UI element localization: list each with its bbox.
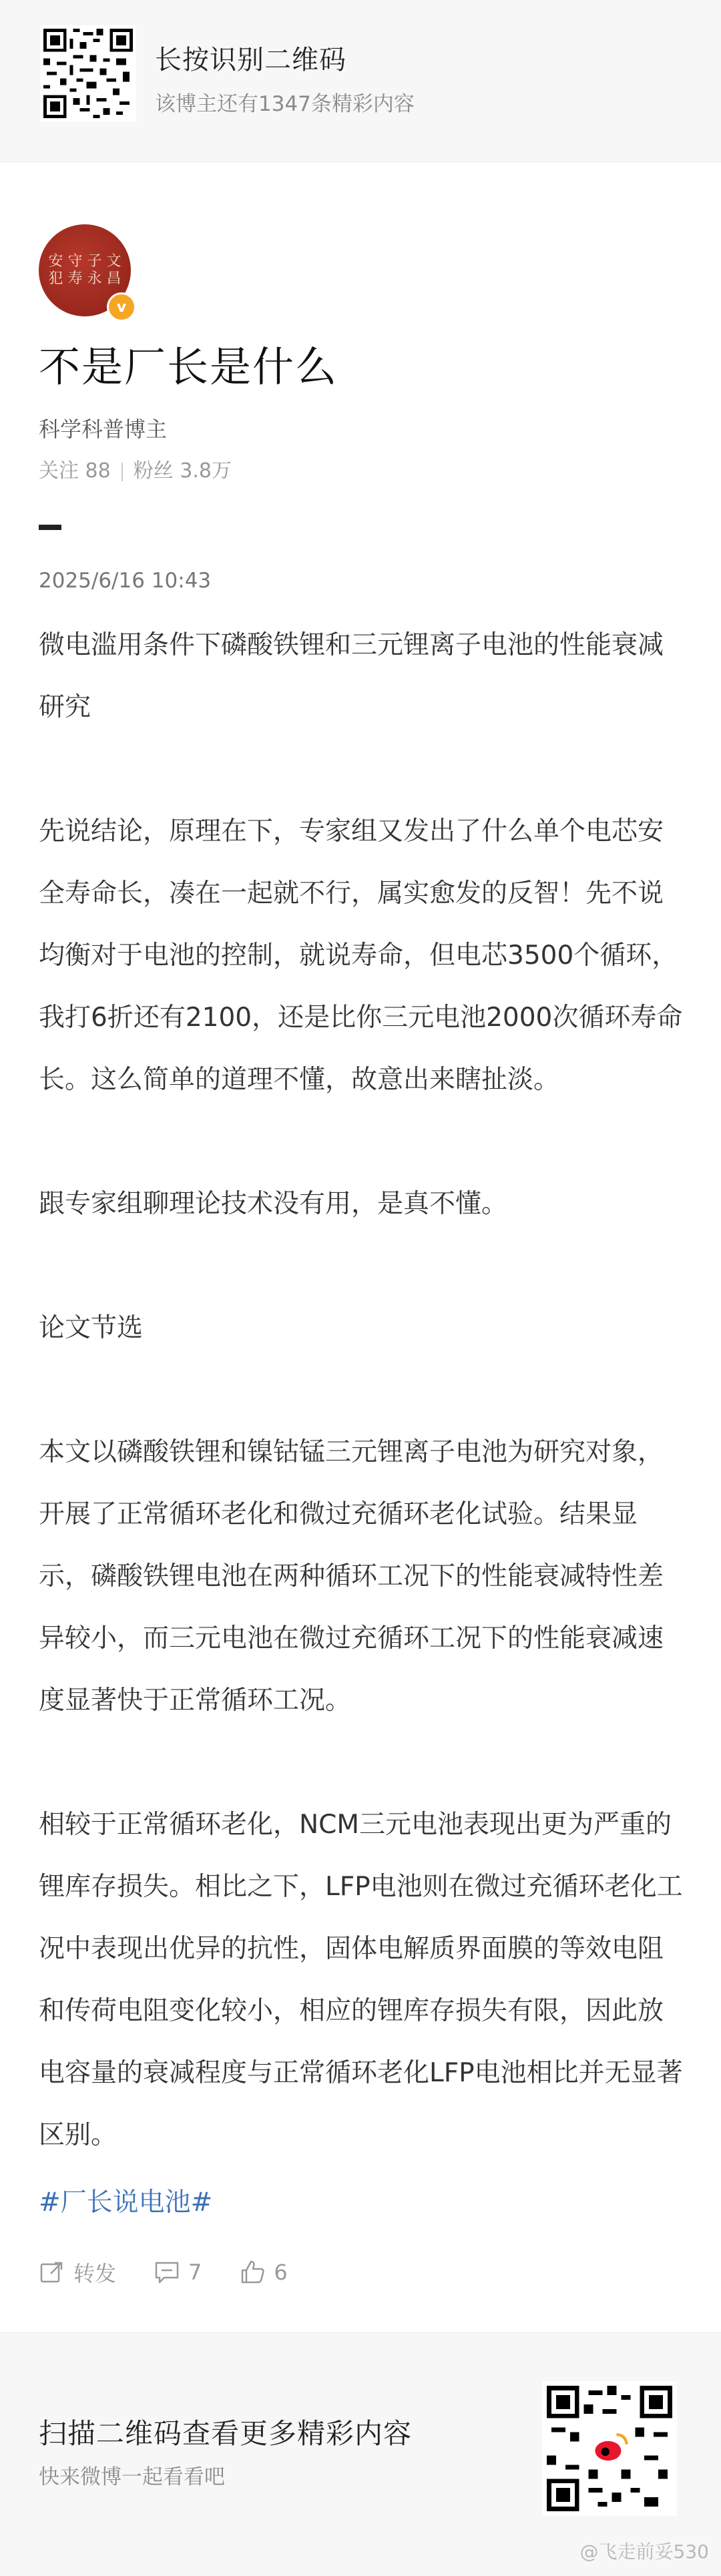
author-name[interactable]: 不是厂长是什么 xyxy=(39,342,338,391)
comment-count: 7 xyxy=(188,2260,202,2285)
post-content xyxy=(39,614,686,2166)
fans-count[interactable]: 粉丝 3.8万 xyxy=(133,459,232,483)
author-stats xyxy=(39,454,232,483)
hashtag-link[interactable]: #厂长说电池# xyxy=(39,2187,213,2218)
paragraph-gap xyxy=(39,1111,686,1173)
like-button[interactable] xyxy=(239,2259,287,2286)
paragraph-gap xyxy=(39,1732,686,1794)
qr-banner[interactable] xyxy=(0,0,721,162)
verified-badge-icon: v xyxy=(107,292,136,322)
weibo-qr-code-icon[interactable] xyxy=(542,2381,677,2516)
watermark-text: @飞走前妥530 xyxy=(579,2541,709,2563)
paragraph-gap xyxy=(39,1359,686,1421)
follow-count[interactable]: 关注 88 xyxy=(39,459,111,483)
comment-icon xyxy=(154,2259,180,2286)
banner-subtitle: 该博主还有1347条精彩内容 xyxy=(155,92,415,116)
paragraph-gap xyxy=(39,1235,686,1297)
repost-label: 转发 xyxy=(73,2261,117,2286)
post-paragraph: 微电滥用条件下磷酸铁锂和三元锂离子电池的性能衰减研究 xyxy=(39,630,664,722)
post-date: 2025/6/16 10:43 xyxy=(39,569,212,593)
action-bar xyxy=(39,2255,325,2290)
banner-title: 长按识别二维码 xyxy=(155,45,346,75)
divider-bar xyxy=(39,525,61,530)
qr-code-graphic xyxy=(542,2381,677,2516)
qr-code-graphic xyxy=(40,25,136,121)
bottom-subtitle: 快来微博一起看看吧 xyxy=(39,2465,225,2489)
repost-button[interactable] xyxy=(39,2257,116,2288)
post-paragraph: 跟专家组聊理论技术没有用，是真不懂。 xyxy=(39,1189,508,1219)
comment-button[interactable] xyxy=(154,2259,202,2286)
thumbs-up-icon xyxy=(239,2259,266,2286)
post-paragraph: 相较于正常循环老化，NCM三元电池表现出更为严重的锂库存损失。相比之下，LFP电池则在微过充循环老化工况中表现出优异的抗性，固体电解质界面膜的等效电阻和传荷电阻变化较小，相应的锂库存损失有限，因此放电容量的衰减程度与正常循环老化LFP电池相比并无显著区别。 xyxy=(39,1810,683,2150)
repost-icon xyxy=(39,2259,65,2286)
stats-divider xyxy=(122,463,123,481)
avatar-seal-text: 安 守 子 文 犯 寿 永 昌 xyxy=(48,253,122,287)
paragraph-gap xyxy=(39,738,686,800)
post-paragraph: 论文节选 xyxy=(39,1313,144,1343)
qr-code-icon[interactable] xyxy=(40,25,136,121)
post-paragraph: 先说结论，原理在下，专家组又发出了什么单个电芯安全寿命长，凑在一起就不行，属实愈发的反智！先不说均衡对于电池的控制，就说寿命，但电芯3500个循环，我打6折还有2100，还是比你三元电池2000次循环寿命长。这么简单的道理不懂，故意出来瞎扯淡。 xyxy=(39,816,683,1095)
like-count: 6 xyxy=(274,2260,288,2285)
post-paragraph: 本文以磷酸铁锂和镍钴锰三元锂离子电池为研究对象，开展了正常循环老化和微过充循环老化试验。结果显示，磷酸铁锂电池在两种循环工况下的性能衰减特性差异较小，而三元电池在微过充循环工况下的性能衰减速度显著快于正常循环工况。 xyxy=(39,1437,664,1716)
bottom-title: 扫描二维码查看更多精彩内容 xyxy=(39,2417,413,2450)
author-title: 科学科普博主 xyxy=(39,417,168,442)
bottom-qr-panel xyxy=(0,2332,721,2576)
